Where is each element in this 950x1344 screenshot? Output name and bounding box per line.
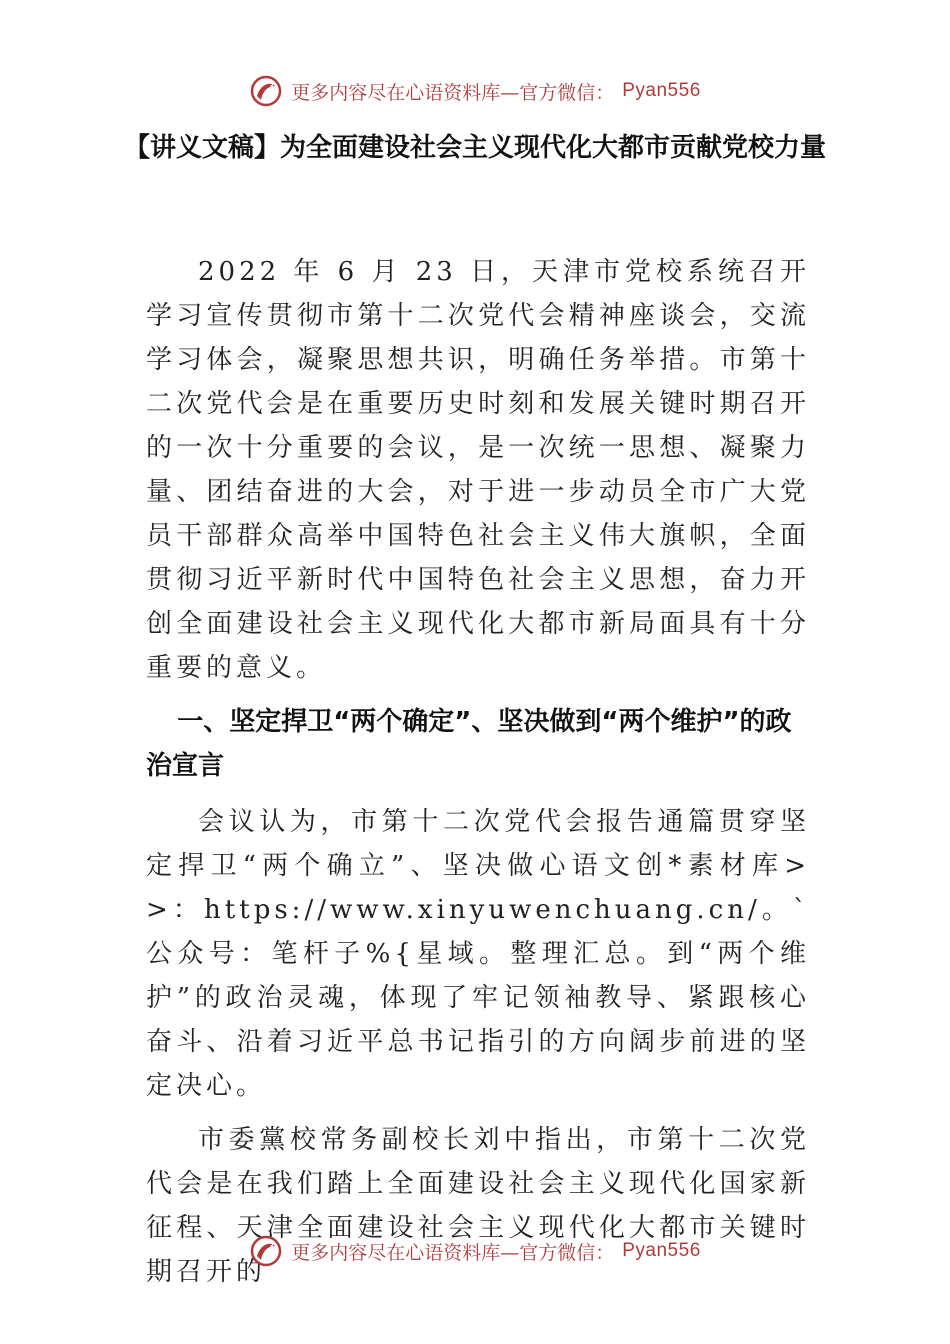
section-heading: 一、坚定捍卫“两个确定”、坚决做到“两个维护”的政治宣言 [146,707,792,781]
banner-text: 更多内容尽在心语资料库—官方微信： [291,1241,615,1264]
intro-paragraph: 2022 年 6 月 23 日，天津市党校系统召开学习宣传贯彻市第十二次党代会精神座谈会，交流学习体会，凝聚思想共识，明确任务举措。市第十二次党代会是在重要历史时刻和发展关键时期召开的一次十分重要的会议，是一次统一思想、凝聚力量、团结奋进的大会，对于进一步动员全市广大党员干部群众高举中国特色社会主义伟大旗帜，全面贯彻习近平新时代中国特色社会主义思想，奋力开创全面建设社会主义现代化大都市新局面具有十分重要的意义。 [146,257,810,683]
banner-text: 更多内容尽在心语资料库—官方微信： [291,81,615,104]
section-paragraph: 市委黨校常务副校长刘中指出，市第十二次党代会是在我们踏上全面建设社会主义现代化国家新征程、天津全面建设社会主义现代化大都市关键时期召开的 [146,1125,810,1287]
header-watermark-banner [0,74,950,108]
document-body [146,250,810,1304]
wechat-id: Pyan556 [622,1240,701,1261]
section-paragraph: 会议认为，市第十二次党代会报告通篇贯穿坚定捍卫“两个确立”、坚决做心语文创*素材库>>：https://www.xinyuwenchuang.cn/。`公众号：笔杆子%{星域。整理汇总。到“两个维护”的政治灵魂，体现了牢记领袖教导、紧跟核心奋斗、沿着习近平总书记指引的方向阔步前进的坚定决心。 [146,807,810,1101]
document-title: 【讲义文稿】为全面建设社会主义现代化大都市贡献党校力量 [123,133,826,163]
footer-watermark-banner [0,1234,950,1268]
leaf-swirl-icon [249,74,283,108]
leaf-swirl-icon [249,1234,283,1268]
wechat-id: Pyan556 [622,80,701,101]
